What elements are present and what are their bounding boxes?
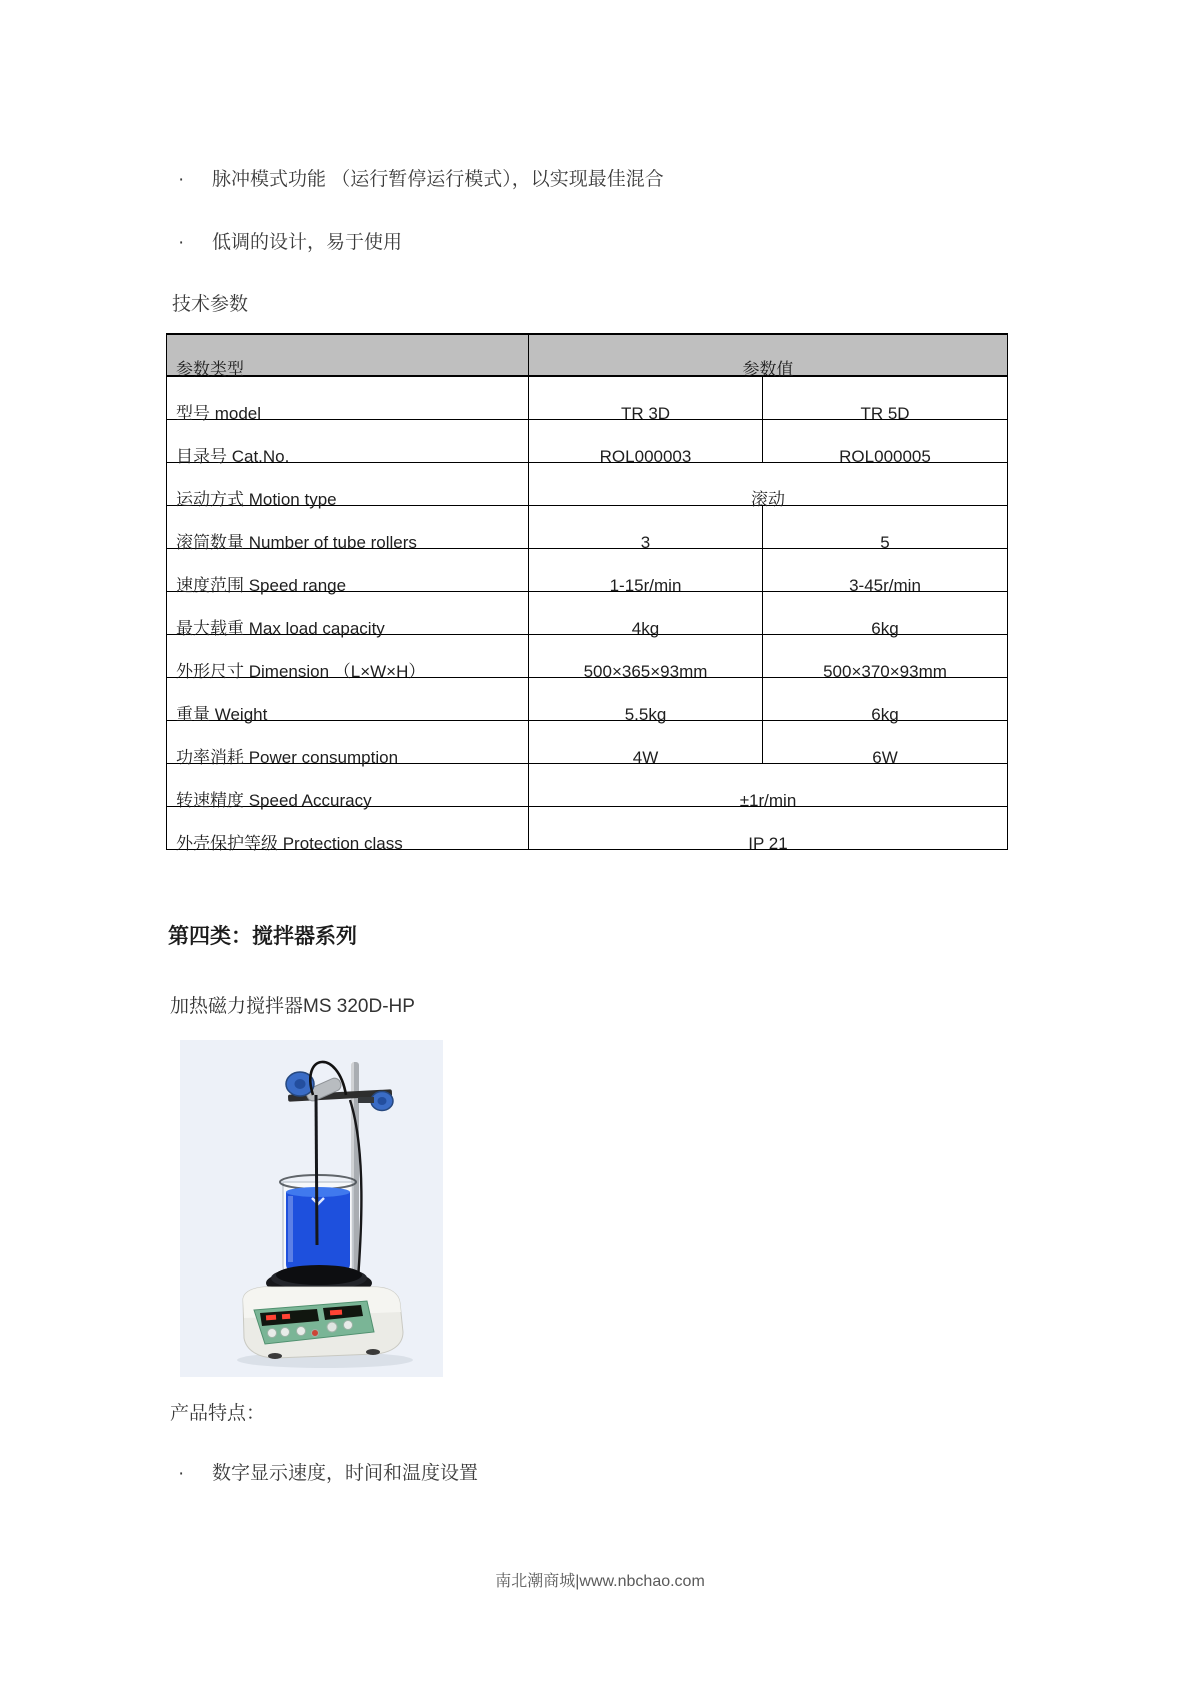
param-label: 外壳保护等级 Protection class	[176, 833, 403, 853]
param-value: ±1r/min	[739, 790, 797, 810]
param-value: IP 21	[748, 833, 788, 853]
table-row	[167, 462, 1008, 505]
param-value: 5.5kg	[624, 704, 667, 724]
bullet-dot: ·	[178, 1463, 185, 1484]
features-title: 产品特点：	[170, 1403, 266, 1424]
bullet-text: 数字显示速度，时间和温度设置	[212, 1463, 479, 1484]
base-foot	[268, 1353, 282, 1359]
param-value: TR 5D	[860, 403, 910, 423]
param-value: 3-45r/min	[849, 575, 921, 595]
bullet-dot: ·	[178, 169, 185, 190]
table-row	[167, 419, 1008, 462]
param-value: 6W	[872, 747, 898, 767]
product-photo-magnetic-stirrer	[180, 1040, 443, 1377]
param-value: 500×365×93mm	[583, 661, 708, 681]
table-header-row	[167, 334, 1008, 376]
param-value: 1-15r/min	[609, 575, 682, 595]
param-value: ROL000003	[599, 446, 692, 466]
param-value: 4W	[632, 747, 659, 767]
product-name: 加热磁力搅拌器MS 320D-HP	[170, 996, 415, 1017]
table-row	[167, 505, 1008, 548]
table-row	[167, 806, 1008, 849]
table-row	[167, 591, 1008, 634]
bullet-text: 脉冲模式功能 （运行暂停运行模式），以实现最佳混合	[212, 169, 664, 190]
param-value: ROL000005	[839, 446, 931, 466]
bullet-item	[178, 1462, 478, 1487]
bullet-dot: ·	[178, 232, 185, 253]
param-value: TR 3D	[620, 403, 671, 423]
param-value: 500×370×93mm	[823, 661, 947, 681]
table-row	[167, 548, 1008, 591]
param-label: 外形尺寸 Dimension （L×W×H）	[176, 661, 426, 681]
table-row	[167, 763, 1008, 806]
footer-site-name: 南北潮商城	[495, 1571, 576, 1590]
temperature-probe	[316, 1095, 317, 1245]
param-label: 速度范围 Speed range	[176, 575, 347, 595]
tech-params-title: 技术参数	[172, 294, 249, 315]
base-foot	[366, 1349, 380, 1355]
param-value: 3	[640, 532, 651, 552]
param-value: 5	[880, 532, 890, 552]
param-label: 运动方式 Motion type	[176, 489, 337, 509]
table-row	[167, 634, 1008, 677]
base-unit	[237, 1287, 413, 1368]
param-label: 转速精度 Speed Accuracy	[176, 790, 372, 810]
page-footer	[0, 1568, 1200, 1591]
section-heading: 第四类：搅拌器系列	[168, 925, 357, 948]
param-value: 6kg	[871, 704, 899, 724]
param-label: 重量 Weight	[176, 704, 268, 724]
param-label: 最大载重 Max load capacity	[176, 618, 385, 638]
footer-separator: |	[575, 1573, 580, 1590]
table-row	[167, 677, 1008, 720]
bullet-item	[178, 168, 664, 193]
header-param-value: 参数值	[742, 360, 794, 379]
param-value: 4kg	[631, 618, 660, 638]
header-param-type: 参数类型	[176, 360, 244, 379]
table-row	[167, 376, 1008, 419]
param-label: 功率消耗 Power consumption	[176, 747, 399, 767]
param-label: 型号 model	[176, 403, 262, 423]
param-label: 滚筒数量 Number of tube rollers	[176, 532, 417, 552]
spec-table	[166, 333, 1008, 853]
param-value: 6kg	[871, 618, 899, 638]
bullet-text: 低调的设计，易于使用	[212, 232, 403, 253]
footer-url: www.nbchao.com	[579, 1573, 705, 1590]
param-value: 滚动	[751, 489, 785, 509]
param-label: 目录号 Cat.No.	[176, 446, 290, 466]
table-row	[167, 720, 1008, 763]
bullet-item	[178, 231, 402, 256]
